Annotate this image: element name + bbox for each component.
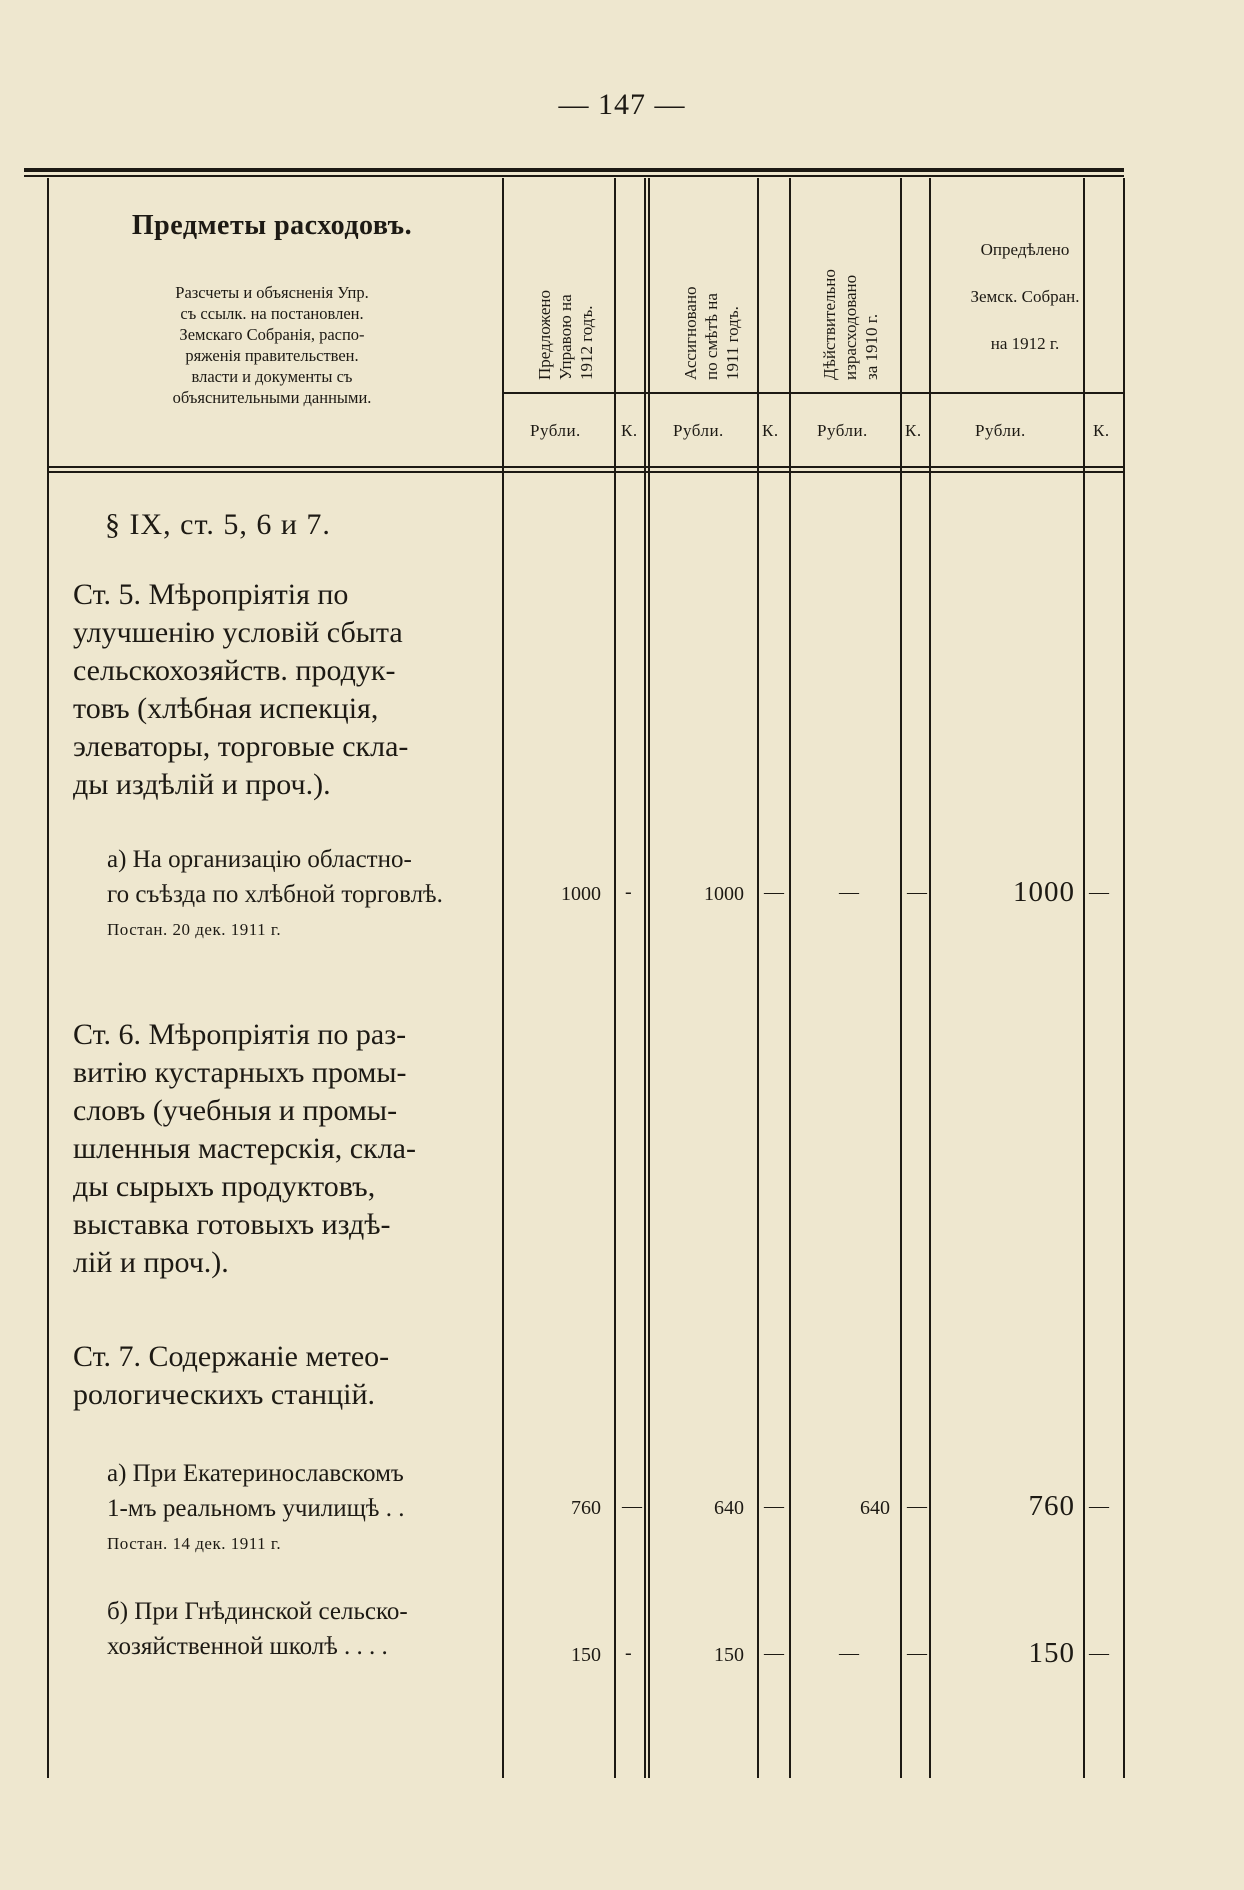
unit-kop: К. (762, 421, 779, 440)
expense-table (47, 178, 1124, 1778)
unit-kop: К. (905, 421, 922, 440)
art7-b-proposed-k: - (625, 1642, 632, 1664)
art7-b-assigned-k: — (764, 1642, 784, 1664)
art7-a-spent-k: — (907, 1495, 927, 1517)
col-divider (648, 178, 650, 1778)
table-border-left (47, 178, 49, 1778)
art5-a-proposed: 1000 (561, 883, 601, 905)
art7-b-assigned: 150 (714, 1644, 744, 1666)
col-divider (502, 178, 504, 1778)
col-divider (900, 178, 902, 1778)
top-rule-thin (24, 175, 1124, 177)
col-divider (644, 178, 646, 1778)
col-header-determined: Опредѣлено Земск. Собран. на 1912 г. (970, 240, 1080, 353)
art5-a-assigned: 1000 (704, 883, 744, 905)
table-title: Предметы расходовъ. (131, 210, 413, 241)
col-divider (789, 178, 791, 1778)
art5-item-a-text: а) На организацію областно- го съѣзда по хлѣбной торговлѣ. (107, 846, 443, 908)
col-header-proposed: Предложено Управою на 1912 годъ. (535, 290, 596, 380)
art7-a-determined-k: — (1089, 1495, 1109, 1517)
header-bottom-rule (47, 466, 1124, 468)
header-bottom-rule (47, 471, 1124, 473)
art5-a-spent: — (839, 881, 859, 903)
page-number: — 147 — (558, 88, 686, 121)
art7-b-proposed: 150 (571, 1644, 601, 1666)
art7-b-determined: 150 (1028, 1637, 1075, 1669)
art7-a-spent: 640 (860, 1497, 890, 1519)
art5-a-determined: 1000 (1013, 876, 1075, 908)
col-divider (757, 178, 759, 1778)
table-border-right (1123, 178, 1125, 1778)
art7-item-a-text: а) При Екатеринославскомъ 1-мъ реальномъ училищѣ . . (107, 1460, 405, 1522)
col-divider (929, 178, 931, 1778)
art7-item-b-text: б) При Гнѣдинской сельско- хозяйственной школѣ . . . . (107, 1598, 408, 1660)
col-divider (1083, 178, 1085, 1778)
art7-a-assigned: 640 (714, 1497, 744, 1519)
top-rule (24, 168, 1124, 172)
col-divider (614, 178, 616, 1778)
art7-a-determined: 760 (1028, 1490, 1075, 1522)
art7-b-spent: — (839, 1642, 859, 1664)
section-heading: § IX, ст. 5, 6 и 7. (105, 508, 331, 541)
unit-rub: Рубли. (975, 421, 1026, 440)
unit-rub: Рубли. (673, 421, 724, 440)
art5-a-spent-k: — (907, 881, 927, 903)
art7-b-spent-k: — (907, 1642, 927, 1664)
art7-b-determined-k: — (1089, 1642, 1109, 1664)
table-subtitle: Разсчеты и объясненія Упр. съ ссылк. на постановлен. Земскаго Собранія, распо- ряженія правительствен. власти и документы съ объяснительными данными. (172, 283, 372, 407)
art5-a-assigned-k: — (764, 881, 784, 903)
art5-a-proposed-k: - (625, 881, 632, 903)
article-5-title: Ст. 5. Мѣропріятія по улучшенію условій сбыта сельскохозяйств. продук- товъ (хлѣбная испекція, элеваторы, торговые скла- ды издѣлій и проч.). (73, 578, 409, 801)
art7-a-proposed: 760 (571, 1497, 601, 1519)
unit-rub: Рубли. (817, 421, 868, 440)
header-unit-rule (502, 392, 1124, 394)
unit-kop: К. (1093, 421, 1110, 440)
unit-kop: К. (621, 421, 638, 440)
col-header-spent: Дѣйствительно израсходовано за 1910 г. (820, 269, 881, 380)
art5-item-a-ref: Постан. 20 дек. 1911 г. (107, 920, 282, 939)
article-6-title: Ст. 6. Мѣропріятія по раз- витію кустарныхъ промы- словъ (учебныя и промы- шленныя мастерскія, скла- ды сырыхъ продуктовъ, выставка готовыхъ издѣ- лій и проч.). (73, 1018, 416, 1279)
art5-a-determined-k: — (1089, 881, 1109, 903)
art7-a-proposed-k: — (622, 1495, 642, 1517)
art7-a-assigned-k: — (764, 1495, 784, 1517)
art7-item-a-ref: Постан. 14 дек. 1911 г. (107, 1534, 282, 1553)
article-7-title: Ст. 7. Содержаніе метео- рологическихъ станцій. (73, 1340, 390, 1411)
col-header-assigned: Ассигновано по смѣтѣ на 1911 годъ. (681, 286, 742, 380)
unit-rub: Рубли. (530, 421, 581, 440)
